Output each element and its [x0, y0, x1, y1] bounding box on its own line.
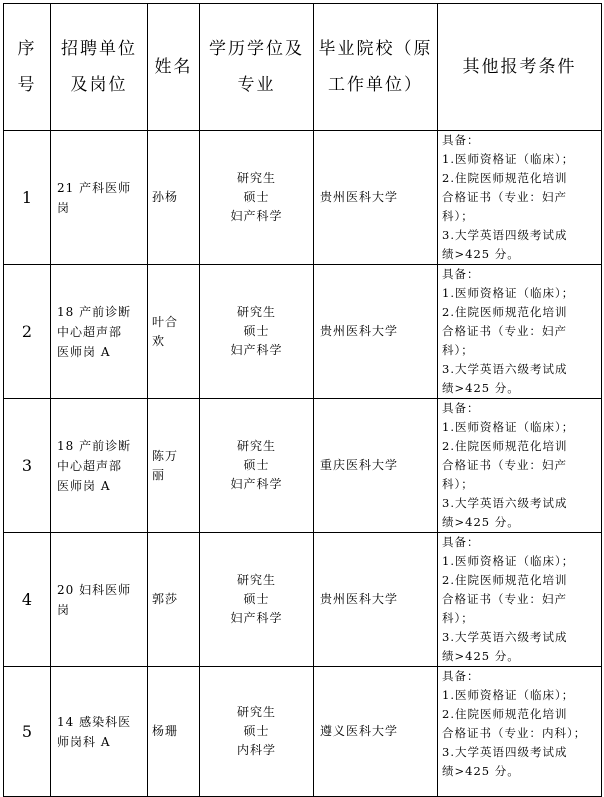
header-position — [51, 4, 148, 131]
cell-education — [200, 533, 314, 667]
cell-seq — [4, 533, 51, 667]
text-line: 医师岗 A — [57, 478, 111, 493]
text-line: 及岗位 — [70, 75, 128, 95]
cell-name — [148, 399, 200, 533]
text-line: 18 产前诊断 — [57, 304, 132, 319]
text-line: 遵义医科大学 — [320, 724, 399, 738]
text-line: 20 妇科医师 — [57, 582, 132, 597]
text-line: 研究生 — [236, 171, 276, 185]
text-line: 合格证书（专业：妇产 — [442, 190, 567, 204]
cell-name — [148, 667, 200, 797]
cell-position — [51, 131, 148, 265]
text-line: 2 — [21, 322, 33, 341]
text-line: 具备： — [442, 133, 480, 147]
text-line: 3.大学英语六级考试成 — [442, 496, 568, 510]
text-line: 4 — [21, 590, 33, 609]
text-line: 科）； — [442, 611, 474, 625]
text-line: 孙杨 — [152, 190, 179, 204]
cell-position — [51, 533, 148, 667]
cell-education — [200, 265, 314, 399]
text-line: 1.医师资格证（临床）； — [442, 420, 575, 434]
text-line: 2.住院医师规范化培训 — [442, 171, 568, 185]
text-line: 学历学位及 — [209, 39, 304, 59]
header-row — [4, 4, 602, 131]
text-line: 3 — [21, 456, 33, 475]
text-line: 绩>425 分。 — [442, 515, 520, 529]
cell-name — [148, 131, 200, 265]
cell-school — [314, 131, 438, 265]
table-row — [4, 667, 602, 797]
text-line: 杨珊 — [152, 724, 179, 738]
text-line: 招聘单位 — [61, 39, 137, 59]
cell-conditions — [438, 667, 602, 797]
table-row — [4, 399, 602, 533]
text-line: 具备： — [442, 401, 480, 415]
text-line: 3.大学英语六级考试成 — [442, 362, 568, 376]
text-line: 具备： — [442, 535, 480, 549]
text-line: 妇产科学 — [230, 611, 283, 625]
text-line: 硕士 — [243, 324, 270, 338]
table-row — [4, 265, 602, 399]
document-page — [3, 3, 601, 778]
text-line: 号 — [17, 75, 37, 95]
text-line: 绩>425 分。 — [442, 649, 520, 663]
text-line: 贵州医科大学 — [320, 190, 399, 204]
text-line: 绩>425 分。 — [442, 247, 520, 261]
text-line: 硕士 — [243, 458, 270, 472]
text-line: 合格证书（专业：妇产 — [442, 324, 567, 338]
cell-position — [51, 399, 148, 533]
text-line: 绩>425 分。 — [442, 764, 520, 778]
header-conditions — [438, 4, 602, 131]
cell-conditions — [438, 399, 602, 533]
text-line: 1.医师资格证（临床）； — [442, 152, 575, 166]
header-seq — [4, 4, 51, 131]
cell-conditions — [438, 265, 602, 399]
text-line: 具备： — [442, 669, 480, 683]
text-line: 合格证书（专业：妇产 — [442, 458, 567, 472]
text-line: 姓名 — [154, 57, 193, 77]
text-line: 工作单位） — [328, 75, 423, 95]
text-line: 1.医师资格证（临床）； — [442, 286, 575, 300]
text-line: 科）； — [442, 343, 474, 357]
cell-seq — [4, 265, 51, 399]
table-row — [4, 533, 602, 667]
text-line: 岗 — [57, 200, 71, 215]
cell-education — [200, 399, 314, 533]
header-education — [200, 4, 314, 131]
cell-position — [51, 667, 148, 797]
text-line: 内科学 — [236, 743, 276, 757]
cell-school — [314, 667, 438, 797]
text-line: 硕士 — [243, 190, 270, 204]
text-line: 岗 — [57, 602, 71, 617]
cell-school — [314, 533, 438, 667]
text-line: 硕士 — [243, 724, 270, 738]
text-line: 妇产科学 — [230, 477, 283, 491]
text-line: 郭莎 — [152, 592, 179, 606]
text-line: 其他报考条件 — [462, 57, 577, 77]
text-line: 研究生 — [236, 439, 276, 453]
cell-conditions — [438, 533, 602, 667]
text-line: 合格证书（专业：内科）； — [442, 726, 587, 740]
cell-education — [200, 131, 314, 265]
text-line: 科）； — [442, 477, 474, 491]
text-line: 18 产前诊断 — [57, 438, 132, 453]
cell-education — [200, 667, 314, 797]
text-line: 具备： — [442, 267, 480, 281]
cell-seq — [4, 131, 51, 265]
text-line: 2.住院医师规范化培训 — [442, 707, 568, 721]
text-line: 5 — [21, 722, 33, 741]
text-line: 妇产科学 — [230, 343, 283, 357]
recruitment-table — [3, 3, 602, 797]
text-line: 丽 — [152, 467, 166, 482]
text-line: 科）； — [442, 209, 474, 223]
cell-conditions — [438, 131, 602, 265]
text-line: 贵州医科大学 — [320, 324, 399, 338]
text-line: 贵州医科大学 — [320, 592, 399, 606]
cell-position — [51, 265, 148, 399]
cell-seq — [4, 667, 51, 797]
text-line: 中心超声部 — [57, 458, 123, 473]
cell-school — [314, 265, 438, 399]
text-line: 序 — [17, 39, 37, 59]
text-line: 师岗科 A — [57, 734, 111, 749]
text-line: 叶合 — [152, 314, 179, 329]
text-line: 研究生 — [236, 705, 276, 719]
text-line: 医师岗 A — [57, 344, 111, 359]
text-line: 绩>425 分。 — [442, 381, 520, 395]
text-line: 毕业院校（原 — [318, 39, 433, 59]
header-name — [148, 4, 200, 131]
table-body — [4, 131, 602, 797]
text-line: 1 — [21, 188, 33, 207]
text-line: 3.大学英语六级考试成 — [442, 630, 568, 644]
text-line: 妇产科学 — [230, 209, 283, 223]
text-line: 陈万 — [152, 448, 179, 463]
text-line: 2.住院医师规范化培训 — [442, 305, 568, 319]
text-line: 2.住院医师规范化培训 — [442, 439, 568, 453]
text-line: 中心超声部 — [57, 324, 123, 339]
header-school — [314, 4, 438, 131]
text-line: 21 产科医师 — [57, 180, 132, 195]
text-line: 专业 — [237, 75, 276, 95]
text-line: 硕士 — [243, 592, 270, 606]
text-line: 3.大学英语四级考试成 — [442, 745, 568, 759]
text-line: 14 感染科医 — [57, 714, 132, 729]
cell-seq — [4, 399, 51, 533]
text-line: 欢 — [152, 333, 166, 348]
table-row — [4, 131, 602, 265]
cell-name — [148, 533, 200, 667]
cell-school — [314, 399, 438, 533]
text-line: 2.住院医师规范化培训 — [442, 573, 568, 587]
text-line: 重庆医科大学 — [320, 458, 399, 472]
text-line: 研究生 — [236, 573, 276, 587]
text-line: 研究生 — [236, 305, 276, 319]
cell-name — [148, 265, 200, 399]
text-line: 合格证书（专业：妇产 — [442, 592, 567, 606]
text-line: 3.大学英语四级考试成 — [442, 228, 568, 242]
text-line: 1.医师资格证（临床）； — [442, 554, 575, 568]
text-line: 1.医师资格证（临床）； — [442, 688, 575, 702]
